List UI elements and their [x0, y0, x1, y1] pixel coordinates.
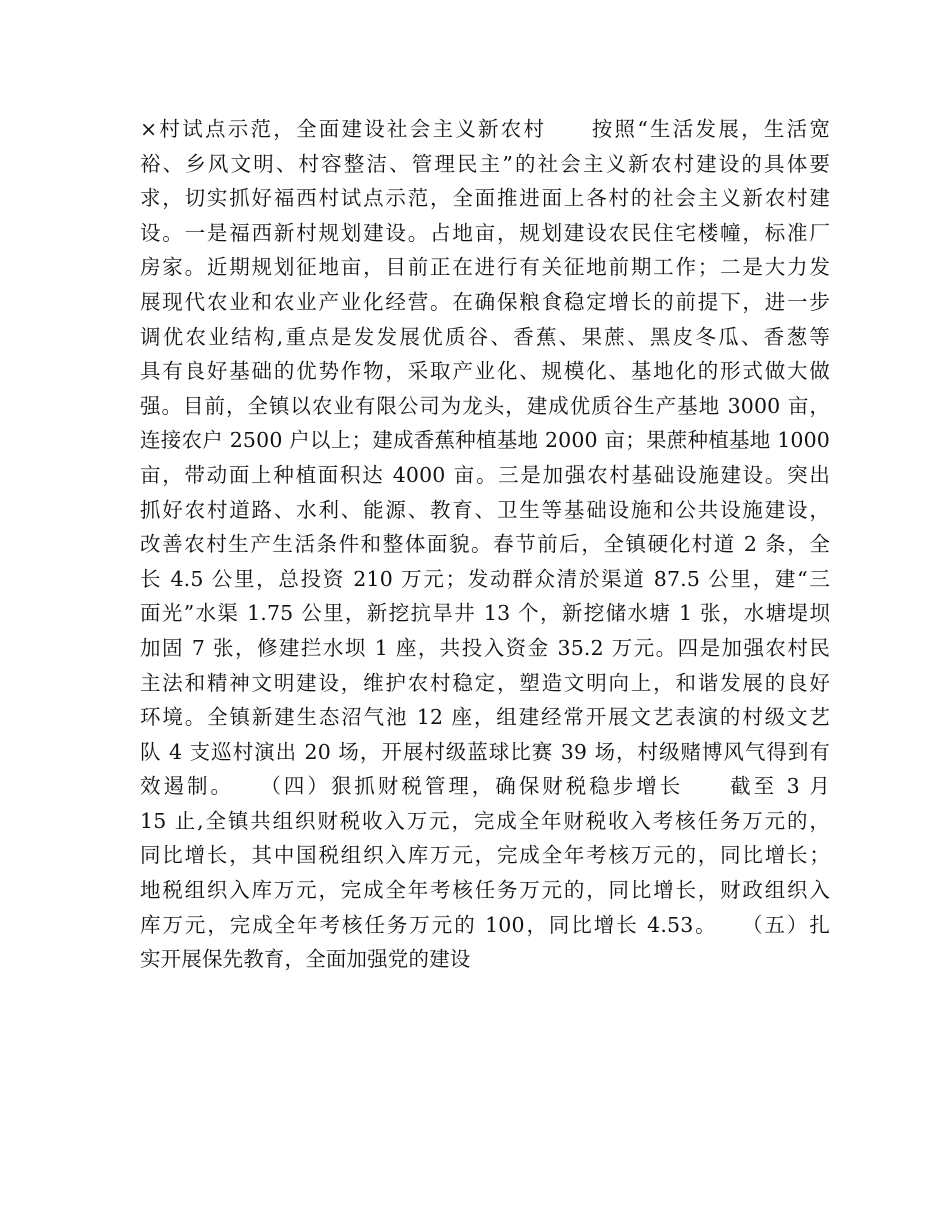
text-line: 加固 7 张，修建拦水坝 1 座，共投入资金 35.2 万元。四是加强农村民	[140, 635, 830, 660]
text-line: 实开展保先教育，全面加强党的建设	[140, 947, 471, 972]
text-line: 改善农村生产生活条件和整体面貌。春节前后，全镇硬化村道 2 条，全	[140, 532, 830, 557]
text-line: 面光”水渠 1.75 公里，新挖抗旱井 13 个，新挖储水塘 1 张，水塘堤坝	[140, 601, 830, 626]
text-line: 地税组织入库万元，完成全年考核任务万元的，同比增长，财政组织入	[140, 878, 830, 903]
text-line: 队 4 支巡村演出 20 场，开展村级蓝球比赛 39 场，村级赌博风气得到有	[140, 739, 830, 764]
text-line: 具有良好基础的优势作物，采取产业化、规模化、基地化的形式做大做	[140, 359, 830, 384]
text-line: 长 4.5 公里，总投资 210 万元；发动群众清於渠道 87.5 公里，建“三	[140, 566, 830, 591]
text-line: 主法和精神文明建设，维护农村稳定，塑造文明向上，和谐发展的良好	[140, 670, 830, 695]
text-line: 亩，带动面上种植面积达 4000 亩。三是加强农村基础设施建设。突出	[140, 462, 830, 487]
text-line: 15 止,全镇共组织财税收入万元，完成全年财税收入考核任务万元的，	[140, 808, 830, 833]
text-line: 强。目前，全镇以农业有限公司为龙头，建成优质谷生产基地 3000 亩，	[140, 393, 830, 418]
text-line: 抓好农村道路、水利、能源、教育、卫生等基础设施和公共设施建设，	[140, 497, 830, 522]
text-line: 连接农户 2500 户以上；建成香蕉种植基地 2000 亩；果蔗种植基地 1000	[140, 428, 830, 453]
text-line: 房家。近期规划征地亩，目前正在进行有关征地前期工作；二是大力发	[140, 255, 830, 280]
text-line: 效遏制。 （四）狠抓财税管理，确保财税稳步增长 截至 3 月	[140, 774, 830, 799]
text-line: 求，切实抓好福西村试点示范，全面推进面上各村的社会主义新农村建	[140, 186, 830, 211]
text-line: 调优农业结构,重点是发发展优质谷、香蕉、果蔗、黑皮冬瓜、香葱等	[140, 324, 830, 349]
body-paragraph	[140, 112, 830, 977]
text-line: 裕、乡风文明、村容整洁、管理民主”的社会主义新农村建设的具体要	[140, 151, 830, 176]
text-line: 设。一是福西新村规划建设。占地亩，规划建设农民住宅楼幢，标准厂	[140, 220, 830, 245]
text-line: 同比增长，其中国税组织入库万元，完成全年考核万元的，同比增长；	[140, 843, 830, 868]
text-line: 展现代农业和农业产业化经营。在确保粮食稳定增长的前提下，进一步	[140, 289, 830, 314]
text-line: 环境。全镇新建生态沼气池 12 座，组建经常开展文艺表演的村级文艺	[140, 705, 830, 730]
text-line: 库万元，完成全年考核任务万元的 100，同比增长 4.53。 （五）扎	[140, 912, 830, 937]
text-line: ×村试点示范，全面建设社会主义新农村 按照“生活发展，生活宽	[140, 117, 830, 141]
